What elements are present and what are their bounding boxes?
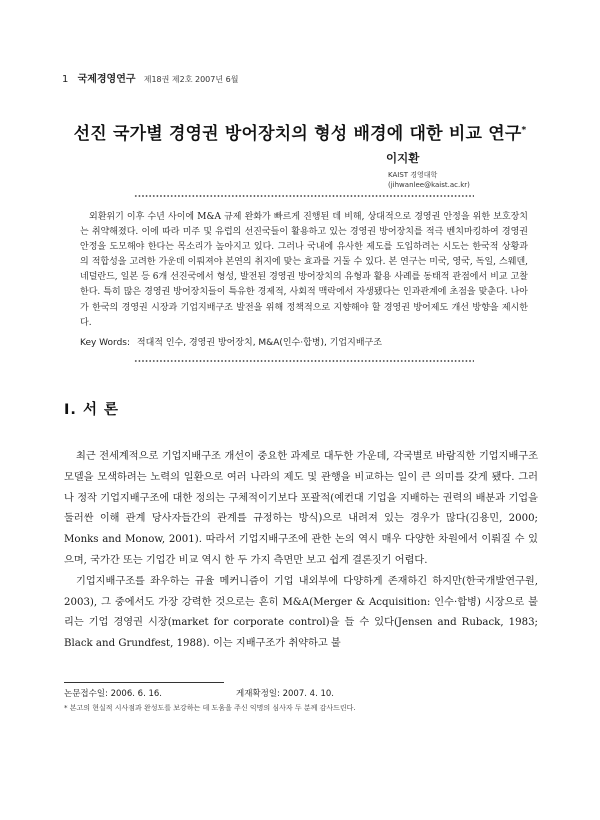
author-block xyxy=(388,150,528,190)
author-affiliation: KAIST 경영대학 xyxy=(388,171,438,179)
footnote-rule xyxy=(64,682,224,683)
accepted-date: 게재확정일: 2007. 4. 10. xyxy=(236,689,334,699)
body-text xyxy=(64,447,538,655)
body-paragraph: 최근 전세계적으로 기업지배구조 개선이 중요한 과제로 대두한 가운데, 각국별로 바람직한 기업지배구조 모델을 모색하려는 노력의 일환으로 여러 나라의 제도 및 관행을 비교하는 일이 큰 의미를 갖게 됐다. 그러나 정작 기업지배구조에 대한 정의는 구체적이기보다 포괄적(예컨대 기업을 지배하는 권력의 배분과 기업을 둘러싼 이해 관계 당사자들간의 관계를 규정하는 방식)으로 내려져 있는 경우가 많다(김용민, 2000; Monks and Monow, 2001). 따라서 기업지배구조에 관한 논의 역시 매우 다양한 차원에서 이뤄질 수 있으며, 국가간 또는 기업간 비교 역시 한 두 가지 측면만 보고 쉽게 결론짓기 어렵다. xyxy=(64,451,538,566)
keywords-label: Key Words: xyxy=(80,338,131,348)
dotted-divider-bottom xyxy=(134,360,474,362)
author-name: 이지환 xyxy=(386,151,420,165)
keywords xyxy=(80,335,540,348)
running-head xyxy=(62,70,238,85)
author-email: (jihwanlee@kaist.ac.kr) xyxy=(388,181,470,189)
journal-name: 국제경영연구 xyxy=(77,74,136,85)
article-title-text: 선진 국가별 경영권 방어장치의 형성 배경에 대한 비교 연구 xyxy=(73,124,522,144)
journal-volume: 제18권 제2호 2007년 6월 xyxy=(143,75,239,84)
abstract: 외환위기 이후 수년 사이에 M&A 규제 완화가 빠르게 진행된 데 비해, 상대적으로 경영권 안정을 위한 보호장치는 취약해졌다. 이에 따라 미주 및 유럽의 선진국들이 활용하고 있는 경영권 방어장치를 적극 벤치마킹하여 경영권 안정을 도모해야 한다는 목소리가 높아지고 있다. 그러나 국내에 유사한 제도를 도입하려는 시도는 한국적 상황과의 적합성을 고려한 가운데 이뤄져야 본연의 취지에 맞는 효과를 거둘 수 있다. 본 연구는 미국, 영국, 독일, 스웨덴, 네덜란드, 일본 등 6개 선진국에서 형성, 발전된 경영권 방어장치의 유형과 활용 사례를 동태적 관점에서 비교 고찰한다. 특히 많은 경영권 방어장치들이 특유한 경제적, 사회적 맥락에서 자생됐다는 인과관계에 초점을 맞춘다. 나아가 한국의 경영권 시장과 기업지배구조 발전을 위해 정책적으로 지향해야 할 경영권 방어제도 개선 방향을 제시한다. xyxy=(80,212,528,328)
body-paragraph: 기업지배구조를 좌우하는 규율 메커니즘이 기업 내외부에 다양하게 존재하긴 하지만(한국개발연구원, 2003), 그 중에서도 가장 강력한 것으로는 흔히 M&A(Merger & Acquisition: 인수·합병) 시장으로 불리는 기업 경영권 시장(market for corporate control)을 들 수 있다(Jensen and Ruback, 1983; Black and Grundfest, 1988). 이는 지배구조가 취약하고 불 xyxy=(64,575,538,650)
title-footnote-mark: * xyxy=(521,125,527,136)
dotted-divider-top xyxy=(134,195,474,197)
received-date: 논문접수일: 2006. 6. 16. xyxy=(64,689,162,699)
page-number: 1 xyxy=(62,74,69,85)
section-heading: Ⅰ. 서 론 xyxy=(64,402,120,418)
article-title xyxy=(0,119,600,144)
acknowledgement-footnote: * 본고의 현실적 시사점과 완성도를 보강하는 데 도움을 주신 익명의 심사자 두 분께 감사드린다. xyxy=(64,704,356,712)
footnote-dates xyxy=(64,687,334,699)
keywords-values: 적대적 인수, 경영권 방어장치, M&A(인수·합병), 기업지배구조 xyxy=(136,338,382,348)
